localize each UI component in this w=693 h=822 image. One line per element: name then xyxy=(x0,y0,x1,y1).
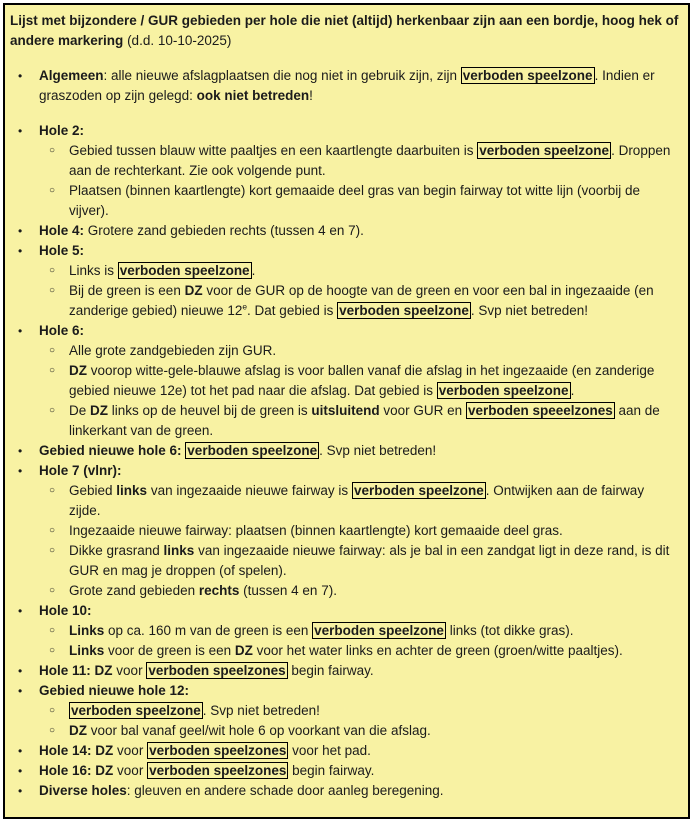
text-run: e xyxy=(242,301,248,312)
bold-text: links xyxy=(116,483,148,498)
list-item xyxy=(10,621,679,641)
text-run: Alle grote zandgebieden zijn GUR. xyxy=(69,343,277,358)
bold-text: Hole 16: xyxy=(39,763,92,778)
list-item-text xyxy=(69,721,679,741)
list-item xyxy=(10,741,679,761)
text-run: Links is xyxy=(69,263,118,278)
list-item-text xyxy=(69,261,679,281)
bold-text: Lijst met bijzondere / GUR gebieden per hole die niet (altijd) herkenbaar zijn aan een bordje, hoog hek of andere markering xyxy=(10,13,679,48)
list-item xyxy=(10,601,679,621)
circle-bullet-icon: ○ xyxy=(49,725,56,736)
boxed-term: verboden speelzone xyxy=(438,383,569,398)
list-item-text xyxy=(69,181,679,221)
bold-text: Algemeen xyxy=(39,68,104,83)
text-run: . Ontwijken aan de fairway zijde. xyxy=(69,483,645,518)
list-item xyxy=(10,701,679,721)
text-run: Grotere zand gebieden rechts (tussen 4 en 7). xyxy=(84,223,364,238)
bold-text: ook niet betreden xyxy=(196,88,310,103)
list-item-text xyxy=(39,121,679,141)
text-run: voor GUR en xyxy=(379,403,466,418)
text-run: . Indien er graszoden op zijn gelegd: xyxy=(39,68,655,103)
text-run: : gleuven en andere schade door aanleg beregening. xyxy=(126,783,444,798)
list-item-text xyxy=(39,221,679,241)
circle-bullet-icon: ○ xyxy=(49,645,56,656)
list-item-text xyxy=(39,781,679,801)
list-item-text xyxy=(69,621,679,641)
text-run: voor xyxy=(113,763,148,778)
boxed-term: verboden speelzone xyxy=(353,483,484,498)
bold-text: DZ xyxy=(69,723,87,738)
bullet-icon: • xyxy=(18,604,23,618)
text-run: : alle nieuwe afslagplaatsen die nog niet in gebruik zijn, zijn xyxy=(103,68,461,83)
list-item xyxy=(10,261,679,281)
bullet-icon: • xyxy=(18,464,23,478)
list-item xyxy=(10,441,679,461)
list-item xyxy=(10,181,679,221)
text-run: voor bal vanaf geel/wit hole 6 op voorkant van die afslag. xyxy=(87,723,431,738)
boxed-term: verboden speelzone xyxy=(462,68,593,83)
bold-text: uitsluitend xyxy=(311,403,380,418)
text-run: Ingezaaide nieuwe fairway: plaatsen (binnen kaartlengte) kort gemaaide deel gras. xyxy=(69,523,563,538)
bold-text: DZ xyxy=(234,643,253,658)
text-run: voorop witte-gele-blauwe afslag is voor ballen vanaf die afslag in het ingezaaide (en zanderige gebied nieuwe 12e) tot het pad naar die afslag. Dat gebied is xyxy=(69,363,655,398)
list-item xyxy=(10,141,679,181)
text-run: Gebied tussen blauw witte paaltjes en een kaartlengte daarbuiten is xyxy=(69,143,478,158)
text-run: voor het pad. xyxy=(288,743,371,758)
list-item-text xyxy=(69,481,679,521)
list-item xyxy=(10,581,679,601)
bold-text: rechts xyxy=(198,583,240,598)
boxed-term: verboden speeelzones xyxy=(467,403,613,418)
bold-text: Links xyxy=(69,623,105,638)
text-run: links (tot dikke gras). xyxy=(445,623,574,638)
list-item-text xyxy=(39,661,679,681)
boxed-term: verboden speelzone xyxy=(339,303,469,318)
list-item xyxy=(10,781,679,801)
list-item-text xyxy=(69,281,679,321)
text-run: Gebied xyxy=(69,483,117,498)
list-item xyxy=(10,461,679,481)
bold-text: Gebied nieuwe hole 12: xyxy=(39,683,190,698)
list-item xyxy=(10,341,679,361)
list-item-text xyxy=(39,66,679,106)
boxed-term: verboden speelzones xyxy=(148,663,286,678)
bullet-icon: • xyxy=(18,784,23,798)
bold-text: Links xyxy=(69,643,105,658)
bullet-icon: • xyxy=(18,684,23,698)
text-run: voor de GUR op de hoogte van de green en voor een bal in ingezaaide (en zanderige gebied) nieuwe 12 xyxy=(69,283,654,318)
list-item-text xyxy=(39,441,679,461)
list-item xyxy=(10,221,679,241)
bold-text: Gebied nieuwe hole 6: xyxy=(39,443,182,458)
circle-bullet-icon: ○ xyxy=(49,185,56,196)
text-run: ! xyxy=(309,88,313,103)
list-item-text xyxy=(69,401,679,441)
bullet-icon: • xyxy=(18,444,23,458)
bold-text: Hole 2: xyxy=(39,123,85,138)
list-item-text xyxy=(39,761,679,781)
text-run: Dikke grasrand xyxy=(69,543,164,558)
bullet-icon: • xyxy=(18,224,23,238)
circle-bullet-icon: ○ xyxy=(49,285,56,296)
circle-bullet-icon: ○ xyxy=(49,545,56,556)
text-run: . Svp niet betreden! xyxy=(470,303,588,318)
list-item-text xyxy=(69,341,679,361)
bullet-icon: • xyxy=(18,69,23,83)
bold-text: Hole 11: xyxy=(39,663,91,678)
list-item xyxy=(10,641,679,661)
boxed-term: verboden speelzone xyxy=(71,703,201,718)
bold-text: Hole 7 (vlnr): xyxy=(39,463,122,478)
list-item-text xyxy=(69,641,679,661)
document-title xyxy=(10,11,679,51)
list-item xyxy=(10,361,679,401)
text-run: voor het water links en achter de green (groen/witte paaltjes). xyxy=(252,643,623,658)
list-item xyxy=(10,121,679,141)
bullet-icon: • xyxy=(18,124,23,138)
bullet-icon: • xyxy=(18,244,23,258)
bold-text: DZ xyxy=(95,743,114,758)
bullet-icon: • xyxy=(18,744,23,758)
list-item-text xyxy=(69,361,679,401)
list-item xyxy=(10,521,679,541)
text-run: van ingezaaide nieuwe fairway: als je bal in een zandgat ligt in deze rand, is dit GUR en mag je droppen (of spelen). xyxy=(69,543,670,578)
text-run: van ingezaaide nieuwe fairway is xyxy=(147,483,352,498)
circle-bullet-icon: ○ xyxy=(49,145,56,156)
circle-bullet-icon: ○ xyxy=(49,365,56,376)
bullet-icon: • xyxy=(18,324,23,338)
text-run: voor xyxy=(112,663,147,678)
text-run: Grote zand gebieden xyxy=(69,583,199,598)
text-run: begin fairway. xyxy=(288,763,375,778)
text-run: . Svp niet betreden! xyxy=(319,443,437,458)
text-run: Plaatsen (binnen kaartlengte) kort gemaaide deel gras van begin fairway tot witte lijn (voorbij de vijver). xyxy=(69,183,641,218)
text-run: op ca. 160 m van de green is een xyxy=(104,623,313,638)
circle-bullet-icon: ○ xyxy=(49,525,56,536)
list-item xyxy=(10,761,679,781)
bold-text: DZ xyxy=(94,663,113,678)
list-item-text xyxy=(69,141,679,181)
text-run: voor xyxy=(113,743,148,758)
circle-bullet-icon: ○ xyxy=(49,345,56,356)
bold-text: Hole 4: xyxy=(39,223,85,238)
bold-text: DZ xyxy=(95,763,114,778)
boxed-term: verboden speelzones xyxy=(149,743,287,758)
list-item xyxy=(10,401,679,441)
list-item-text xyxy=(69,541,679,581)
boxed-term: verboden speelzone xyxy=(479,143,610,158)
circle-bullet-icon: ○ xyxy=(49,485,56,496)
list-item xyxy=(10,721,679,741)
text-run: . xyxy=(570,383,575,398)
text-run: . Dat gebied is xyxy=(247,303,338,318)
list-item xyxy=(10,681,679,701)
boxed-term: verboden speelzones xyxy=(149,763,287,778)
list-item-text xyxy=(39,741,679,761)
circle-bullet-icon: ○ xyxy=(49,705,56,716)
list-item-text xyxy=(39,601,679,621)
bullet-icon: • xyxy=(18,664,23,678)
bold-text: DZ xyxy=(184,283,203,298)
bullet-icon: • xyxy=(18,764,23,778)
text-run: links op de heuvel bij de green is xyxy=(108,403,312,418)
bold-text: Diverse holes xyxy=(39,783,127,798)
circle-bullet-icon: ○ xyxy=(49,585,56,596)
boxed-term: verboden speelzone xyxy=(314,623,444,638)
text-run: De xyxy=(69,403,91,418)
text-run: . Droppen aan de rechterkant. Zie ook volgende punt. xyxy=(69,143,671,178)
list-item-text xyxy=(69,521,679,541)
text-run: . xyxy=(251,263,256,278)
bold-text: Hole 5: xyxy=(39,243,85,258)
list-item-text xyxy=(69,701,679,721)
text-run: (d.d. 10-10-2025) xyxy=(123,33,232,48)
list-item xyxy=(10,66,679,106)
text-run: voor de green is een xyxy=(104,643,235,658)
list-item xyxy=(10,281,679,321)
boxed-term: verboden speelzone xyxy=(187,443,318,458)
list-item-text xyxy=(39,321,679,341)
list-item-text xyxy=(69,581,679,601)
list-item xyxy=(10,661,679,681)
text-run: (tussen 4 en 7). xyxy=(239,583,337,598)
list-item-text xyxy=(39,241,679,261)
bold-text: Hole 6: xyxy=(39,323,85,338)
bold-text: Hole 10: xyxy=(39,603,92,618)
list-item xyxy=(10,321,679,341)
list-item-text xyxy=(39,681,679,701)
list-item-text xyxy=(39,461,679,481)
gur-list-panel xyxy=(3,3,690,819)
bold-text: links xyxy=(163,543,195,558)
text-run: . Svp niet betreden! xyxy=(202,703,320,718)
bold-text: Hole 14: xyxy=(39,743,92,758)
bold-text: DZ xyxy=(69,363,87,378)
list-item xyxy=(10,481,679,521)
circle-bullet-icon: ○ xyxy=(49,265,56,276)
list-item xyxy=(10,541,679,581)
text-run: Bij de green is een xyxy=(69,283,185,298)
circle-bullet-icon: ○ xyxy=(49,405,56,416)
bold-text: DZ xyxy=(90,403,109,418)
text-run: begin fairway. xyxy=(287,663,374,678)
boxed-term: verboden speelzone xyxy=(119,263,250,278)
list-item xyxy=(10,241,679,261)
circle-bullet-icon: ○ xyxy=(49,625,56,636)
text-run: aan de linkerkant van de green. xyxy=(69,403,660,438)
gur-list xyxy=(10,66,679,801)
